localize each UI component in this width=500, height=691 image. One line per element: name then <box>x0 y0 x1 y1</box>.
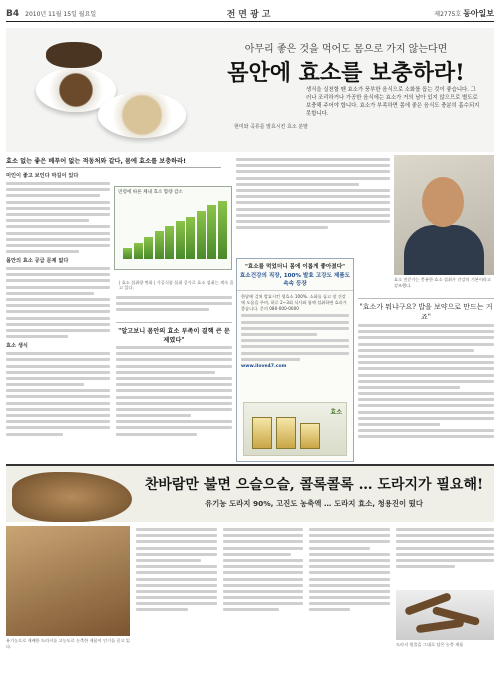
hero-lede: 생식을 실천할 땐 효소가 풍부한 음식으로 소화를 돕는 것이 좋습니다. 그러나 조리하거나 가공한 음식에는 효소가 거의 남아 있지 않으므로 별도로 보충해 주어야 합니다. 효소가 부족하면 몸에 좋은 음식도 충분히 흡수되지 못합니다. <box>306 87 480 117</box>
article-text-block <box>136 528 217 615</box>
doctor-photo <box>394 155 494 288</box>
ad-heading: "효소를 먹었더니 몸에 이롭게 좋아졌다" <box>244 264 346 270</box>
band-subtitle: 유기농 도라지 90%, 고진도 농축액 … 도라지 효소, 청용진이 떴다 <box>204 499 424 508</box>
enzyme-chart <box>114 186 234 291</box>
doraji-banner <box>6 464 494 522</box>
article-text-block <box>6 182 110 253</box>
bottom-columns <box>136 528 390 615</box>
article-text-block <box>396 528 494 568</box>
middle-column <box>116 296 232 315</box>
grain-pile-image <box>46 42 102 68</box>
chart-bar <box>123 248 132 259</box>
article-text-block <box>6 267 110 338</box>
right-article <box>236 158 390 232</box>
roots-photo <box>6 526 130 649</box>
article-text-block <box>236 158 390 229</box>
person-body <box>404 225 484 275</box>
article-text-block <box>116 346 232 436</box>
article-text-block <box>358 324 494 438</box>
article-text-block <box>6 352 110 435</box>
pieces-caption: 도라지 원물을 그대로 담은 농축 제품 <box>396 642 464 647</box>
doraji-pieces-photo <box>396 590 494 647</box>
page-header <box>6 6 494 22</box>
chart-bar <box>176 221 185 259</box>
chart-bar <box>144 237 153 259</box>
product-label: 효소 <box>330 409 342 416</box>
issue-date: 2010년 11월 15일 월요일 <box>25 11 97 18</box>
roots-caption: 유기농으로 재배한 도라지를 고농도로 농축한 제품이 인기를 끌고 있다. <box>6 638 130 649</box>
subhead-3: 효소 생식 <box>6 343 28 350</box>
product-photo <box>243 402 347 456</box>
page-number: B4 <box>6 8 20 19</box>
left-section-heading: 효소 없는 좋은 베푸어 없는 적동처와 같다, 몸에 효소를 보충하라! <box>6 156 221 168</box>
root-image <box>12 472 132 522</box>
hero-caption: 현미와 곡류를 발효시킨 효소 분말 <box>234 124 308 130</box>
article-text-block <box>309 528 390 615</box>
pull-quote: "효소가 뭐냐구요? 밥을 보약으로 만드는 거죠" <box>358 298 494 326</box>
left-column-1 <box>6 170 110 439</box>
ad-body: 한달에 걸쳐 발효시킨 생효소 100%. 소화를 돕고 장 건강에 도움을 주며, 하루 2~3회 식사와 함께 섭취하면 효과가 좋습니다. 문의 080-000-0000 <box>241 294 347 311</box>
chart-bar <box>207 205 216 259</box>
chart-bar <box>218 201 227 259</box>
chart-bar <box>155 231 164 259</box>
issue-number: 제2775호 <box>434 11 462 18</box>
hero-title: 몸안에 효소를 보충하라! <box>227 60 465 86</box>
subhead-1: 미인이 좋고 보인다 막길이 있다 <box>6 173 79 179</box>
article-text-block <box>223 528 304 615</box>
product-box <box>300 423 320 449</box>
paper-name: 동아일보 <box>463 9 494 18</box>
powder-bowl-image <box>98 92 186 138</box>
root-piece <box>416 619 465 634</box>
product-box <box>252 417 272 449</box>
ad-url: www.ilove47.com <box>241 363 287 369</box>
right-column <box>358 324 494 442</box>
product-box <box>276 417 296 449</box>
ad-text-block <box>237 314 353 360</box>
hero-banner <box>6 28 494 152</box>
chart-bar <box>186 217 195 259</box>
chart-bar <box>197 211 206 259</box>
chart-bar <box>165 226 174 259</box>
chart-title: 연령에 따른 체내 효소 함량 감소 <box>118 190 183 195</box>
quote-heading: "알고보니 몸안의 효소 부족이 결핵 큰 문제였다" <box>116 322 232 348</box>
section-title: 전면광고 <box>226 10 274 20</box>
subhead-2: 몸안의 효소 공급 문제 없다 <box>6 258 69 265</box>
middle-column-2 <box>116 346 232 439</box>
article-text-block <box>116 296 232 311</box>
ad-subheading: 효소건강의 직장, 100% 발효 고강도 제품도 속속 등장 <box>237 270 353 291</box>
hero-kicker: 아무리 좋은 것을 먹어도 몸으로 가지 않는다면 <box>244 44 448 55</box>
band-title: 찬바람만 불면 으슬으슬, 콜록콜록 … 도라지가 필요해! <box>144 477 484 493</box>
doctor-caption: 효소 전문가는 충분한 효소 섭취가 건강의 기본이라고 강조했다. <box>394 277 491 288</box>
chart-caption: | 효소 섭취량 변화 | 가공식품 섭취 증가로 효소 섭취는 계속 줄고 있다. <box>119 279 234 291</box>
chart-bar <box>134 243 143 259</box>
person-head <box>422 177 464 227</box>
bottom-right-column <box>396 528 494 571</box>
